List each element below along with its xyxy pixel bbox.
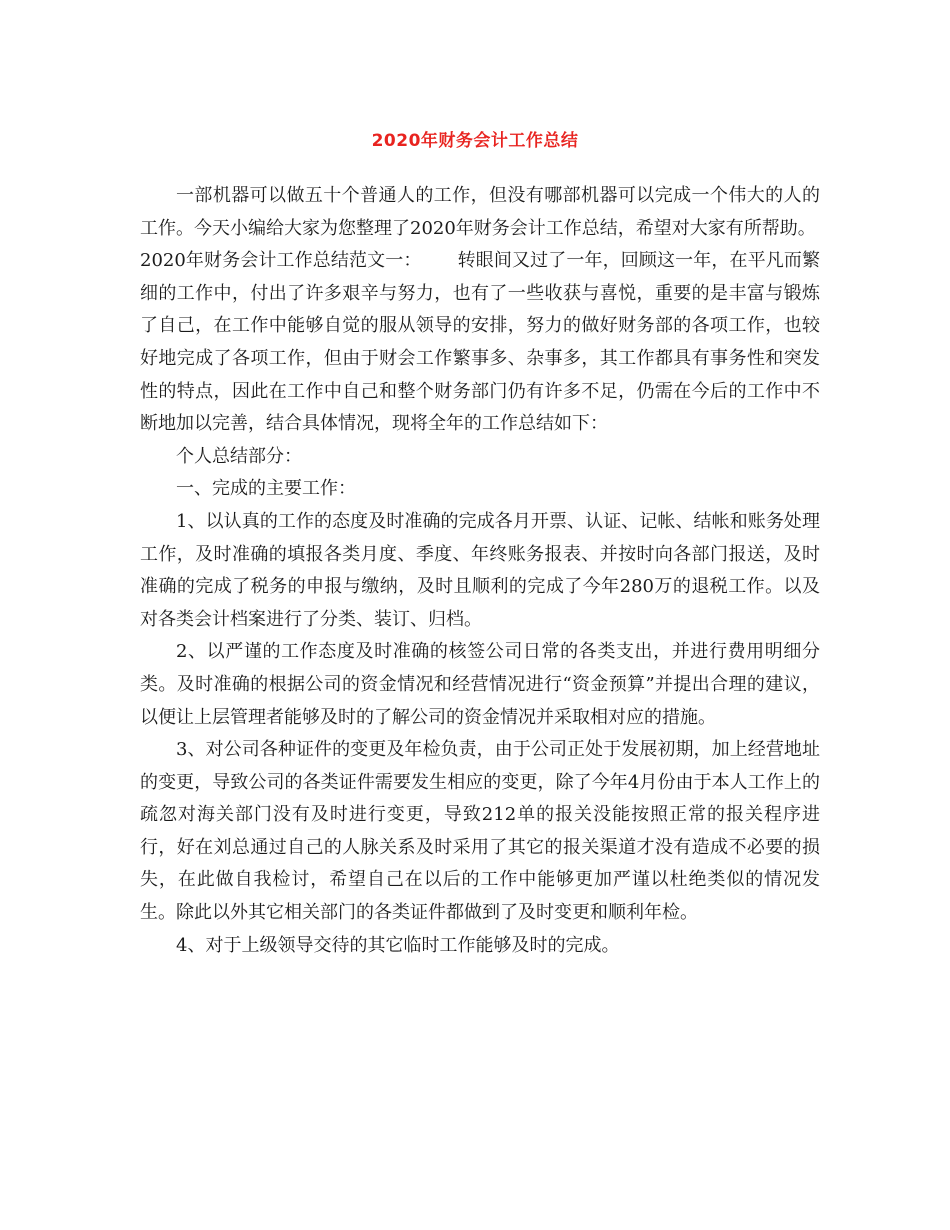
document-body bbox=[140, 180, 820, 962]
list-item-1: 1、以认真的工作的态度及时准确的完成各月开票、认证、记帐、结帐和账务处理工作，及时准确的填报各类月度、季度、年终账务报表、并按时向各部门报送，及时准确的完成了税务的申报与缴纳，及时且顺利的完成了今年280万的退税工作。以及对各类会计档案进行了分类、装订、归档。 bbox=[140, 510, 820, 630]
intro-paragraph: 一部机器可以做五十个普通人的工作，但没有哪部机器可以完成一个伟大的人的工作。今天小编给大家为您整理了2020年财务会计工作总结，希望对大家有所帮助。 bbox=[140, 185, 820, 239]
list-item-3: 3、对公司各种证件的变更及年检负责，由于公司正处于发展初期，加上经营地址的变更，导致公司的各类证件需要发生相应的变更，除了今年4月份由于本人工作上的疏忽对海关部门没有及时进行变更，导致212单的报关没能按照正常的报关程序进行，好在刘总通过自己的人脉关系及时采用了其它的报关渠道才没有造成不必要的损失，在此做自我检讨，希望自己在以后的工作中能够更加严谨以杜绝类似的情况发生。除此以外其它相关部门的各类证件都做到了及时变更和顺利年检。 bbox=[140, 739, 820, 924]
section-personal-heading: 个人总结部分： bbox=[176, 445, 302, 467]
section-main-work-heading: 一、完成的主要工作： bbox=[176, 478, 356, 500]
list-item-2: 2、以严谨的工作态度及时准确的核签公司日常的各类支出，并进行费用明细分类。及时准确的根据公司的资金情况和经营情况进行“资金预算”并提出合理的建议，以便让上层管理者能够及时的了解公司的资金情况并采取相对应的措施。 bbox=[140, 641, 820, 728]
sample-heading: 2020年财务会计工作总结范文一： bbox=[140, 250, 422, 272]
list-item-4: 4、对于上级领导交待的其它临时工作能够及时的完成。 bbox=[176, 934, 620, 956]
sample-text: 转眼间又过了一年，回顾这一年，在平凡而繁细的工作中，付出了许多艰辛与努力，也有了一些收获与喜悦，重要的是丰富与锻炼了自己，在工作中能够自觉的服从领导的安排，努力的做好财务部的各项工作，也较好地完成了各项工作，但由于财会工作繁事多、杂事多，其工作都具有事务性和突发性的特点，因此在工作中自己和整个财务部门仍有许多不足，仍需在今后的工作中不断地加以完善，结合具体情况，现将全年的工作总结如下： bbox=[140, 250, 821, 435]
document-title: 2020年财务会计工作总结 bbox=[371, 131, 579, 151]
sample-paragraph bbox=[140, 245, 820, 441]
